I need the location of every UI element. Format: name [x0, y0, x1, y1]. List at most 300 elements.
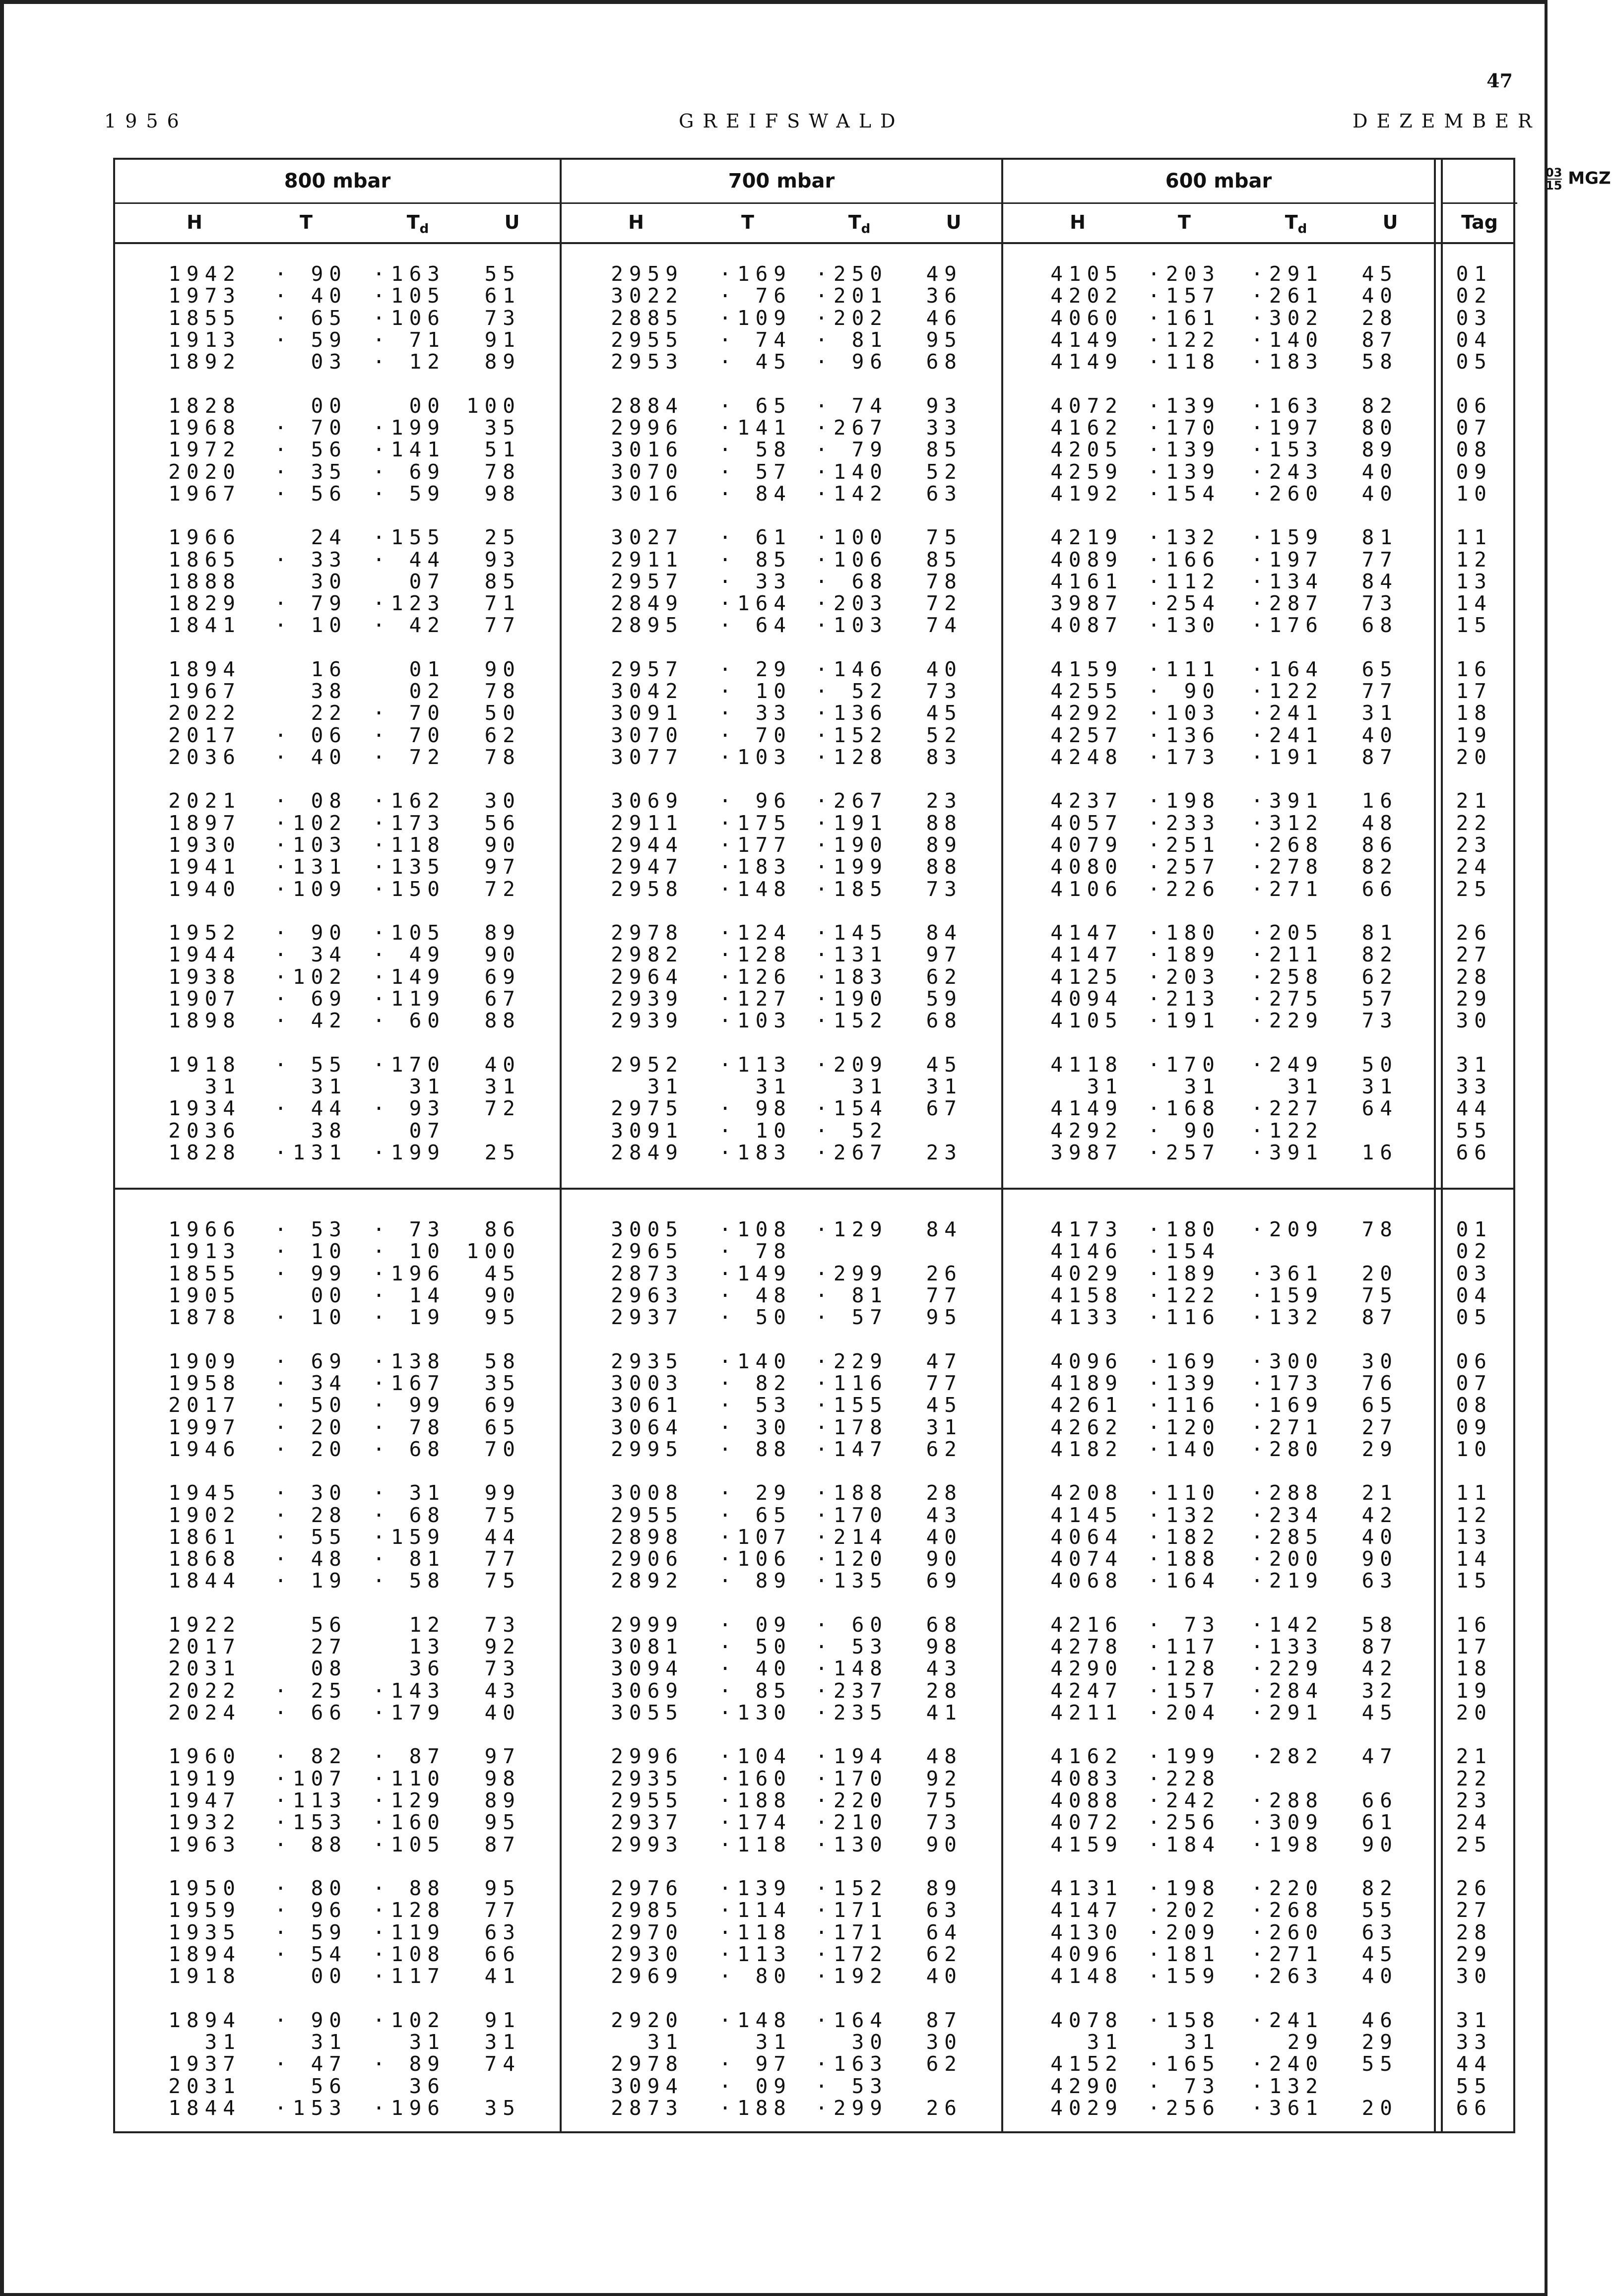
cell-td-600: ·198 — [1251, 1832, 1324, 1856]
cell-u-700: 88 — [926, 811, 963, 835]
cell-t-800: · 50 — [274, 1393, 347, 1417]
cell-t-800: ·153 — [274, 2096, 347, 2120]
cell-t-800: · 33 — [274, 547, 347, 572]
cell-u-800: 78 — [484, 679, 521, 703]
cell-h-700: 2937 — [611, 1810, 684, 1835]
cell-u-800: 93 — [484, 547, 521, 572]
cell-t-700: ·128 — [719, 943, 792, 967]
cell-td-700: · 52 — [815, 1118, 888, 1143]
cell-u-600: 66 — [1361, 1788, 1398, 1812]
cell-tag: 19 — [1456, 1678, 1492, 1703]
cell-h-600: 4060 — [1050, 306, 1123, 330]
cell-t-800: · 48 — [274, 1547, 347, 1571]
cell-h-600: 4290 — [1050, 1657, 1123, 1681]
cell-u-600: 47 — [1361, 1744, 1398, 1769]
cell-td-700: ·100 — [815, 525, 888, 550]
cell-tag: 12 — [1456, 547, 1492, 572]
cell-h-600: 4072 — [1050, 1810, 1123, 1835]
cell-td-700: ·136 — [815, 701, 888, 725]
cell-u-600: 77 — [1361, 679, 1398, 703]
cell-t-800: · 66 — [274, 1701, 347, 1724]
cell-td-700: ·131 — [815, 943, 888, 967]
cell-u-600: 87 — [1361, 1305, 1398, 1330]
cell-h-600: 4237 — [1050, 789, 1123, 813]
cell-td-700: ·171 — [815, 1920, 888, 1944]
cell-h-700: 2993 — [611, 1832, 684, 1856]
cell-tag: 29 — [1456, 986, 1492, 1011]
cell-td-800: · 99 — [373, 1393, 446, 1417]
cell-t-600: ·159 — [1148, 1964, 1221, 1988]
cell-td-800: ·199 — [373, 415, 446, 440]
cell-tag: 09 — [1456, 459, 1492, 484]
cell-u-700: 72 — [926, 591, 963, 616]
cell-t-600: ·132 — [1148, 1503, 1221, 1527]
cell-tag: 05 — [1456, 350, 1492, 374]
cell-t-700: ·148 — [719, 2008, 792, 2032]
cell-h-600: 4259 — [1050, 459, 1123, 484]
cell-td-700: ·183 — [815, 964, 888, 989]
cell-h-800: 1898 — [168, 1009, 241, 1033]
cell-td-800: ·179 — [373, 1701, 446, 1724]
cell-t-800: ·109 — [274, 877, 347, 901]
cell-t-600: ·198 — [1148, 1876, 1221, 1900]
cell-u-800: 69 — [484, 964, 521, 989]
cell-td-600: ·163 — [1251, 393, 1324, 418]
cell-t-700: · 89 — [719, 1569, 792, 1593]
cell-tag: 06 — [1456, 393, 1492, 418]
cell-u-800: 58 — [484, 1349, 521, 1373]
cell-h-700: 3016 — [611, 481, 684, 506]
cell-u-700: 92 — [926, 1766, 963, 1790]
cell-u-800: 98 — [484, 481, 521, 506]
cell-h-700: 2957 — [611, 657, 684, 681]
cell-td-800: · 31 — [373, 1481, 446, 1505]
cell-h-700: 2952 — [611, 1052, 684, 1077]
cell-u-600: 82 — [1361, 1876, 1398, 1900]
cell-h-700: 2996 — [611, 415, 684, 440]
cell-tag: 18 — [1456, 701, 1492, 725]
cell-u-600: 21 — [1361, 1481, 1398, 1505]
cell-t-600: ·170 — [1148, 1052, 1221, 1077]
cell-h-700: 2963 — [611, 1283, 684, 1307]
cell-t-800: · 53 — [274, 1217, 347, 1241]
cell-t-800: · 40 — [274, 745, 347, 769]
cell-t-600: ·203 — [1148, 964, 1221, 989]
cell-u-700: 83 — [926, 745, 963, 769]
cell-tag: 30 — [1456, 1009, 1492, 1033]
cell-tag: 55 — [1456, 2074, 1492, 2098]
cell-h-700: 3055 — [611, 1701, 684, 1724]
cell-t-600: ·128 — [1148, 1657, 1221, 1681]
cell-u-800: 61 — [484, 284, 521, 308]
cell-u-700: 98 — [926, 1635, 963, 1659]
cell-t-600: ·110 — [1148, 1481, 1221, 1505]
cell-tag: 06 — [1456, 1349, 1492, 1373]
cell-h-800: 1960 — [168, 1744, 241, 1769]
cell-u-700: 63 — [926, 1898, 963, 1922]
cell-t-700: · 10 — [719, 679, 792, 703]
cell-h-700: 3094 — [611, 2074, 684, 2098]
cell-tag: 07 — [1456, 415, 1492, 440]
cell-t-800: · 99 — [274, 1261, 347, 1285]
cell-td-600: ·219 — [1251, 1569, 1324, 1593]
cell-h-700: 2885 — [611, 306, 684, 330]
cell-td-600: ·159 — [1251, 525, 1324, 550]
cell-td-700: ·191 — [815, 811, 888, 835]
cell-h-700: 3091 — [611, 701, 684, 725]
cell-h-600: 4074 — [1050, 1547, 1123, 1571]
cell-u-700: 40 — [926, 1525, 963, 1549]
cell-h-700: 2965 — [611, 1239, 684, 1264]
cell-td-600: ·211 — [1251, 943, 1324, 967]
mgz-header — [1546, 167, 1613, 191]
cell-tag: 21 — [1456, 1744, 1492, 1769]
cell-u-700: 26 — [926, 1261, 963, 1285]
cell-t-700: · 48 — [719, 1283, 792, 1307]
cell-t-800: · 28 — [274, 1503, 347, 1527]
cell-u-800: 95 — [484, 1876, 521, 1900]
cell-td-700: ·203 — [815, 591, 888, 616]
cell-u-800: 55 — [484, 262, 521, 286]
cell-t-700: · 29 — [719, 657, 792, 681]
cell-u-700: 88 — [926, 855, 963, 879]
cell-h-600: 4292 — [1050, 701, 1123, 725]
cell-t-600: ·184 — [1148, 1832, 1221, 1856]
cell-h-800: 1897 — [168, 811, 241, 835]
cell-td-700: ·194 — [815, 1744, 888, 1769]
cell-u-600: 90 — [1361, 1832, 1398, 1856]
cell-t-800: · 55 — [274, 1052, 347, 1077]
cell-t-700: ·114 — [719, 1898, 792, 1922]
cell-t-800: · 59 — [274, 327, 347, 352]
cell-td-700: · 68 — [815, 569, 888, 593]
cell-u-700: 69 — [926, 1569, 963, 1593]
cell-h-700: 3069 — [611, 789, 684, 813]
cell-u-600: 78 — [1361, 1217, 1398, 1241]
cell-u-700: 78 — [926, 569, 963, 593]
cell-u-600: 89 — [1361, 438, 1398, 462]
cell-h-700: 2937 — [611, 1305, 684, 1330]
cell-tag: 21 — [1456, 789, 1492, 813]
cell-tag: 04 — [1456, 1283, 1492, 1307]
cell-u-800: 50 — [484, 701, 521, 725]
cell-td-800: ·123 — [373, 591, 446, 616]
cell-td-600: ·282 — [1251, 1744, 1324, 1769]
cell-td-600: ·249 — [1251, 1052, 1324, 1077]
cell-t-800: 27 — [311, 1635, 347, 1659]
cell-h-700: 3070 — [611, 723, 684, 747]
cell-td-600: ·288 — [1251, 1481, 1324, 1505]
cell-td-800: ·162 — [373, 789, 446, 813]
cell-h-700: 2978 — [611, 2052, 684, 2076]
cell-td-600: ·209 — [1251, 1217, 1324, 1241]
cell-td-800: ·141 — [373, 438, 446, 462]
cell-td-700: ·163 — [815, 2052, 888, 2076]
cell-td-600: ·140 — [1251, 327, 1324, 352]
cell-u-600: 87 — [1361, 1635, 1398, 1659]
cell-h-700: 3077 — [611, 745, 684, 769]
cell-t-800: · 34 — [274, 1371, 347, 1395]
cell-u-700: 23 — [926, 1140, 963, 1164]
cell-u-800: 97 — [484, 855, 521, 879]
cell-td-600: ·183 — [1251, 350, 1324, 374]
cell-td-800: · 10 — [373, 1239, 446, 1264]
cell-t-800: · 10 — [274, 1305, 347, 1330]
cell-u-600: 45 — [1361, 262, 1398, 286]
cell-h-600: 4080 — [1050, 855, 1123, 879]
cell-tag: 25 — [1456, 877, 1492, 901]
cell-t-800: 00 — [311, 1283, 347, 1307]
cell-h-800: 2036 — [168, 1118, 241, 1143]
cell-u-700: 23 — [926, 789, 963, 813]
cell-td-600: ·291 — [1251, 1701, 1324, 1724]
cell-u-700: 49 — [926, 262, 963, 286]
cell-h-700: 2911 — [611, 811, 684, 835]
cell-u-600: 87 — [1361, 745, 1398, 769]
cell-h-700: 3005 — [611, 1217, 684, 1241]
cell-t-800: ·103 — [274, 833, 347, 857]
cell-td-600: ·241 — [1251, 701, 1324, 725]
cell-u-700: 74 — [926, 613, 963, 638]
cell-u-700: 85 — [926, 438, 963, 462]
cell-tag: 27 — [1456, 1898, 1492, 1922]
cell-u-700: 40 — [926, 657, 963, 681]
group-divider — [560, 160, 562, 2131]
cell-td-600: ·153 — [1251, 438, 1324, 462]
cell-t-700: · 64 — [719, 613, 792, 638]
cell-td-700: ·152 — [815, 723, 888, 747]
cell-h-800: 1940 — [168, 877, 241, 901]
mgz-denominator: 15 — [1546, 179, 1562, 192]
cell-t-700: ·183 — [719, 855, 792, 879]
cell-t-600: ·166 — [1148, 547, 1221, 572]
cell-h-800: 1967 — [168, 481, 241, 506]
cell-h-800: 1841 — [168, 613, 241, 638]
cell-u-700: 77 — [926, 1371, 963, 1395]
cell-t-800: · 90 — [274, 2008, 347, 2032]
cell-t-800: · 69 — [274, 1349, 347, 1373]
cell-u-800: 95 — [484, 1810, 521, 1835]
cell-t-700: ·109 — [719, 306, 792, 330]
cell-h-600: 4131 — [1050, 1876, 1123, 1900]
cell-td-700: ·170 — [815, 1503, 888, 1527]
cell-tag: 17 — [1456, 1635, 1492, 1659]
cell-t-700: ·177 — [719, 833, 792, 857]
cell-h-600: 4173 — [1050, 1217, 1123, 1241]
cell-tag: 11 — [1456, 1481, 1492, 1505]
cell-td-700: ·146 — [815, 657, 888, 681]
cell-h-800: 1828 — [168, 1140, 241, 1164]
cell-td-700: · 53 — [815, 1635, 888, 1659]
cell-u-600: 20 — [1361, 1261, 1398, 1285]
cell-td-800: 07 — [409, 569, 446, 593]
group-underline — [1003, 202, 1434, 204]
cell-td-700: ·140 — [815, 459, 888, 484]
cell-h-800: 1894 — [168, 2008, 241, 2032]
cell-h-800: 1892 — [168, 350, 241, 374]
cell-tag: 04 — [1456, 327, 1492, 352]
cell-u-700: 36 — [926, 284, 963, 308]
cell-h-800: 1855 — [168, 1261, 241, 1285]
cell-td-700: · 52 — [815, 679, 888, 703]
cell-h-800: 1944 — [168, 943, 241, 967]
cell-tag: 10 — [1456, 1437, 1492, 1461]
cell-h-600: 4278 — [1050, 1635, 1123, 1659]
cell-u-800: 77 — [484, 1547, 521, 1571]
cell-td-700: ·201 — [815, 284, 888, 308]
cell-u-600: 55 — [1361, 2052, 1398, 2076]
cell-h-700: 2957 — [611, 569, 684, 593]
cell-td-600: ·241 — [1251, 723, 1324, 747]
cell-td-700: ·235 — [815, 1701, 888, 1724]
cell-h-600: 4211 — [1050, 1701, 1123, 1724]
cell-t-600: · 73 — [1148, 2074, 1221, 2098]
cell-u-600: 65 — [1361, 657, 1398, 681]
cell-tag: 26 — [1456, 1876, 1492, 1900]
cell-t-800: · 96 — [274, 1898, 347, 1922]
cell-t-600: ·256 — [1148, 2096, 1221, 2120]
cell-td-800: ·106 — [373, 306, 446, 330]
cell-h-600: 4192 — [1050, 481, 1123, 506]
cell-t-600: ·122 — [1148, 1283, 1221, 1307]
cell-h-600: 4072 — [1050, 393, 1123, 418]
cell-u-700: 46 — [926, 306, 963, 330]
cell-h-700: 2892 — [611, 1569, 684, 1593]
cell-td-700: ·214 — [815, 1525, 888, 1549]
cell-t-700: · 10 — [719, 1118, 792, 1143]
cell-tag: 15 — [1456, 613, 1492, 638]
cell-h-700: 3091 — [611, 1118, 684, 1143]
cell-tag: 08 — [1456, 1393, 1492, 1417]
cell-u-600: 29 — [1361, 1437, 1398, 1461]
cell-td-700: 31 — [851, 1074, 888, 1098]
cell-td-800: ·119 — [373, 986, 446, 1011]
cell-t-700: ·140 — [719, 1349, 792, 1373]
cell-u-700: 75 — [926, 1788, 963, 1812]
cell-td-600: ·240 — [1251, 2052, 1324, 2076]
cell-h-600: 4094 — [1050, 986, 1123, 1011]
cell-h-800: 1828 — [168, 393, 241, 418]
cell-h-600: 4182 — [1050, 1437, 1123, 1461]
cell-h-800: 1937 — [168, 2052, 241, 2076]
cell-td-700: · 81 — [815, 327, 888, 352]
cell-td-800: · 68 — [373, 1503, 446, 1527]
cell-t-600: ·140 — [1148, 1437, 1221, 1461]
cell-u-700: 41 — [926, 1701, 963, 1724]
cell-tag: 28 — [1456, 964, 1492, 989]
cell-u-800: 74 — [484, 2052, 521, 2076]
cell-u-700: 40 — [926, 1964, 963, 1988]
cell-tag: 66 — [1456, 1140, 1492, 1164]
cell-h-700: 2969 — [611, 1964, 684, 1988]
cell-t-800: 24 — [311, 525, 347, 550]
cell-u-700: 62 — [926, 2052, 963, 2076]
cell-t-800: ·131 — [274, 855, 347, 879]
col-header-t: T — [1178, 211, 1191, 233]
cell-h-700: 2955 — [611, 1788, 684, 1812]
cell-t-800: · 56 — [274, 481, 347, 506]
cell-tag: 31 — [1456, 1052, 1492, 1077]
cell-t-700: · 30 — [719, 1415, 792, 1439]
cell-h-800: 1966 — [168, 525, 241, 550]
cell-td-800: 31 — [409, 2030, 446, 2054]
cell-u-800: 31 — [484, 2030, 521, 2054]
cell-tag: 09 — [1456, 1415, 1492, 1439]
cell-h-700: 2985 — [611, 1898, 684, 1922]
cell-u-800: 75 — [484, 1503, 521, 1527]
cell-td-600: ·220 — [1251, 1876, 1324, 1900]
cell-h-700: 2947 — [611, 855, 684, 879]
cell-t-600: ·257 — [1148, 855, 1221, 879]
cell-u-600: 27 — [1361, 1415, 1398, 1439]
cell-td-600: ·200 — [1251, 1547, 1324, 1571]
cell-h-800: 1909 — [168, 1349, 241, 1373]
cell-h-600: 4147 — [1050, 943, 1123, 967]
cell-u-700: 26 — [926, 2096, 963, 2120]
cell-td-600: ·205 — [1251, 921, 1324, 945]
cell-td-600: ·291 — [1251, 262, 1324, 286]
cell-td-800: ·196 — [373, 1261, 446, 1285]
cell-u-700: 73 — [926, 679, 963, 703]
cell-td-800: · 69 — [373, 459, 446, 484]
cell-td-700: 30 — [851, 2030, 888, 2054]
cell-tag: 17 — [1456, 679, 1492, 703]
cell-td-700: ·135 — [815, 1569, 888, 1593]
cell-t-600: 31 — [1184, 1074, 1221, 1098]
cell-t-600: ·130 — [1148, 613, 1221, 638]
cell-td-700: · 81 — [815, 1283, 888, 1307]
cell-u-700: 62 — [926, 964, 963, 989]
cell-h-700: 2996 — [611, 1744, 684, 1769]
cell-u-600: 64 — [1361, 1096, 1398, 1121]
cell-td-700: ·155 — [815, 1393, 888, 1417]
cell-u-600: 58 — [1361, 1612, 1398, 1637]
cell-u-600: 58 — [1361, 350, 1398, 374]
cell-u-800: 88 — [484, 1009, 521, 1033]
cell-td-800: · 89 — [373, 2052, 446, 2076]
cell-td-800: ·173 — [373, 811, 446, 835]
cell-t-800: 56 — [311, 2074, 347, 2098]
cell-td-700: ·178 — [815, 1415, 888, 1439]
cell-u-800: 35 — [484, 1371, 521, 1395]
cell-h-600: 4152 — [1050, 2052, 1123, 2076]
cell-t-700: ·174 — [719, 1810, 792, 1835]
cell-t-800: · 47 — [274, 2052, 347, 2076]
month-header: DEZEMBER — [1353, 110, 1541, 132]
cell-td-700: ·237 — [815, 1678, 888, 1703]
cell-tag: 28 — [1456, 1920, 1492, 1944]
cell-h-600: 4118 — [1050, 1052, 1123, 1077]
cell-u-600: 82 — [1361, 855, 1398, 879]
cell-t-700: · 98 — [719, 1096, 792, 1121]
cell-u-700: 45 — [926, 1052, 963, 1077]
cell-t-700: ·188 — [719, 1788, 792, 1812]
cell-t-800: 22 — [311, 701, 347, 725]
cell-td-700: ·267 — [815, 789, 888, 813]
cell-td-600: ·284 — [1251, 1678, 1324, 1703]
cell-u-800: 91 — [484, 2008, 521, 2032]
cell-tag: 24 — [1456, 1810, 1492, 1835]
cell-td-800: · 68 — [373, 1437, 446, 1461]
cell-h-600: 4029 — [1050, 2096, 1123, 2120]
cell-t-600: ·139 — [1148, 393, 1221, 418]
cell-t-800: · 19 — [274, 1569, 347, 1593]
cell-h-800: 1913 — [168, 1239, 241, 1264]
cell-h-800: 1942 — [168, 262, 241, 286]
cell-h-600: 4158 — [1050, 1283, 1123, 1307]
cell-t-800: · 06 — [274, 723, 347, 747]
cell-t-600: ·204 — [1148, 1701, 1221, 1724]
